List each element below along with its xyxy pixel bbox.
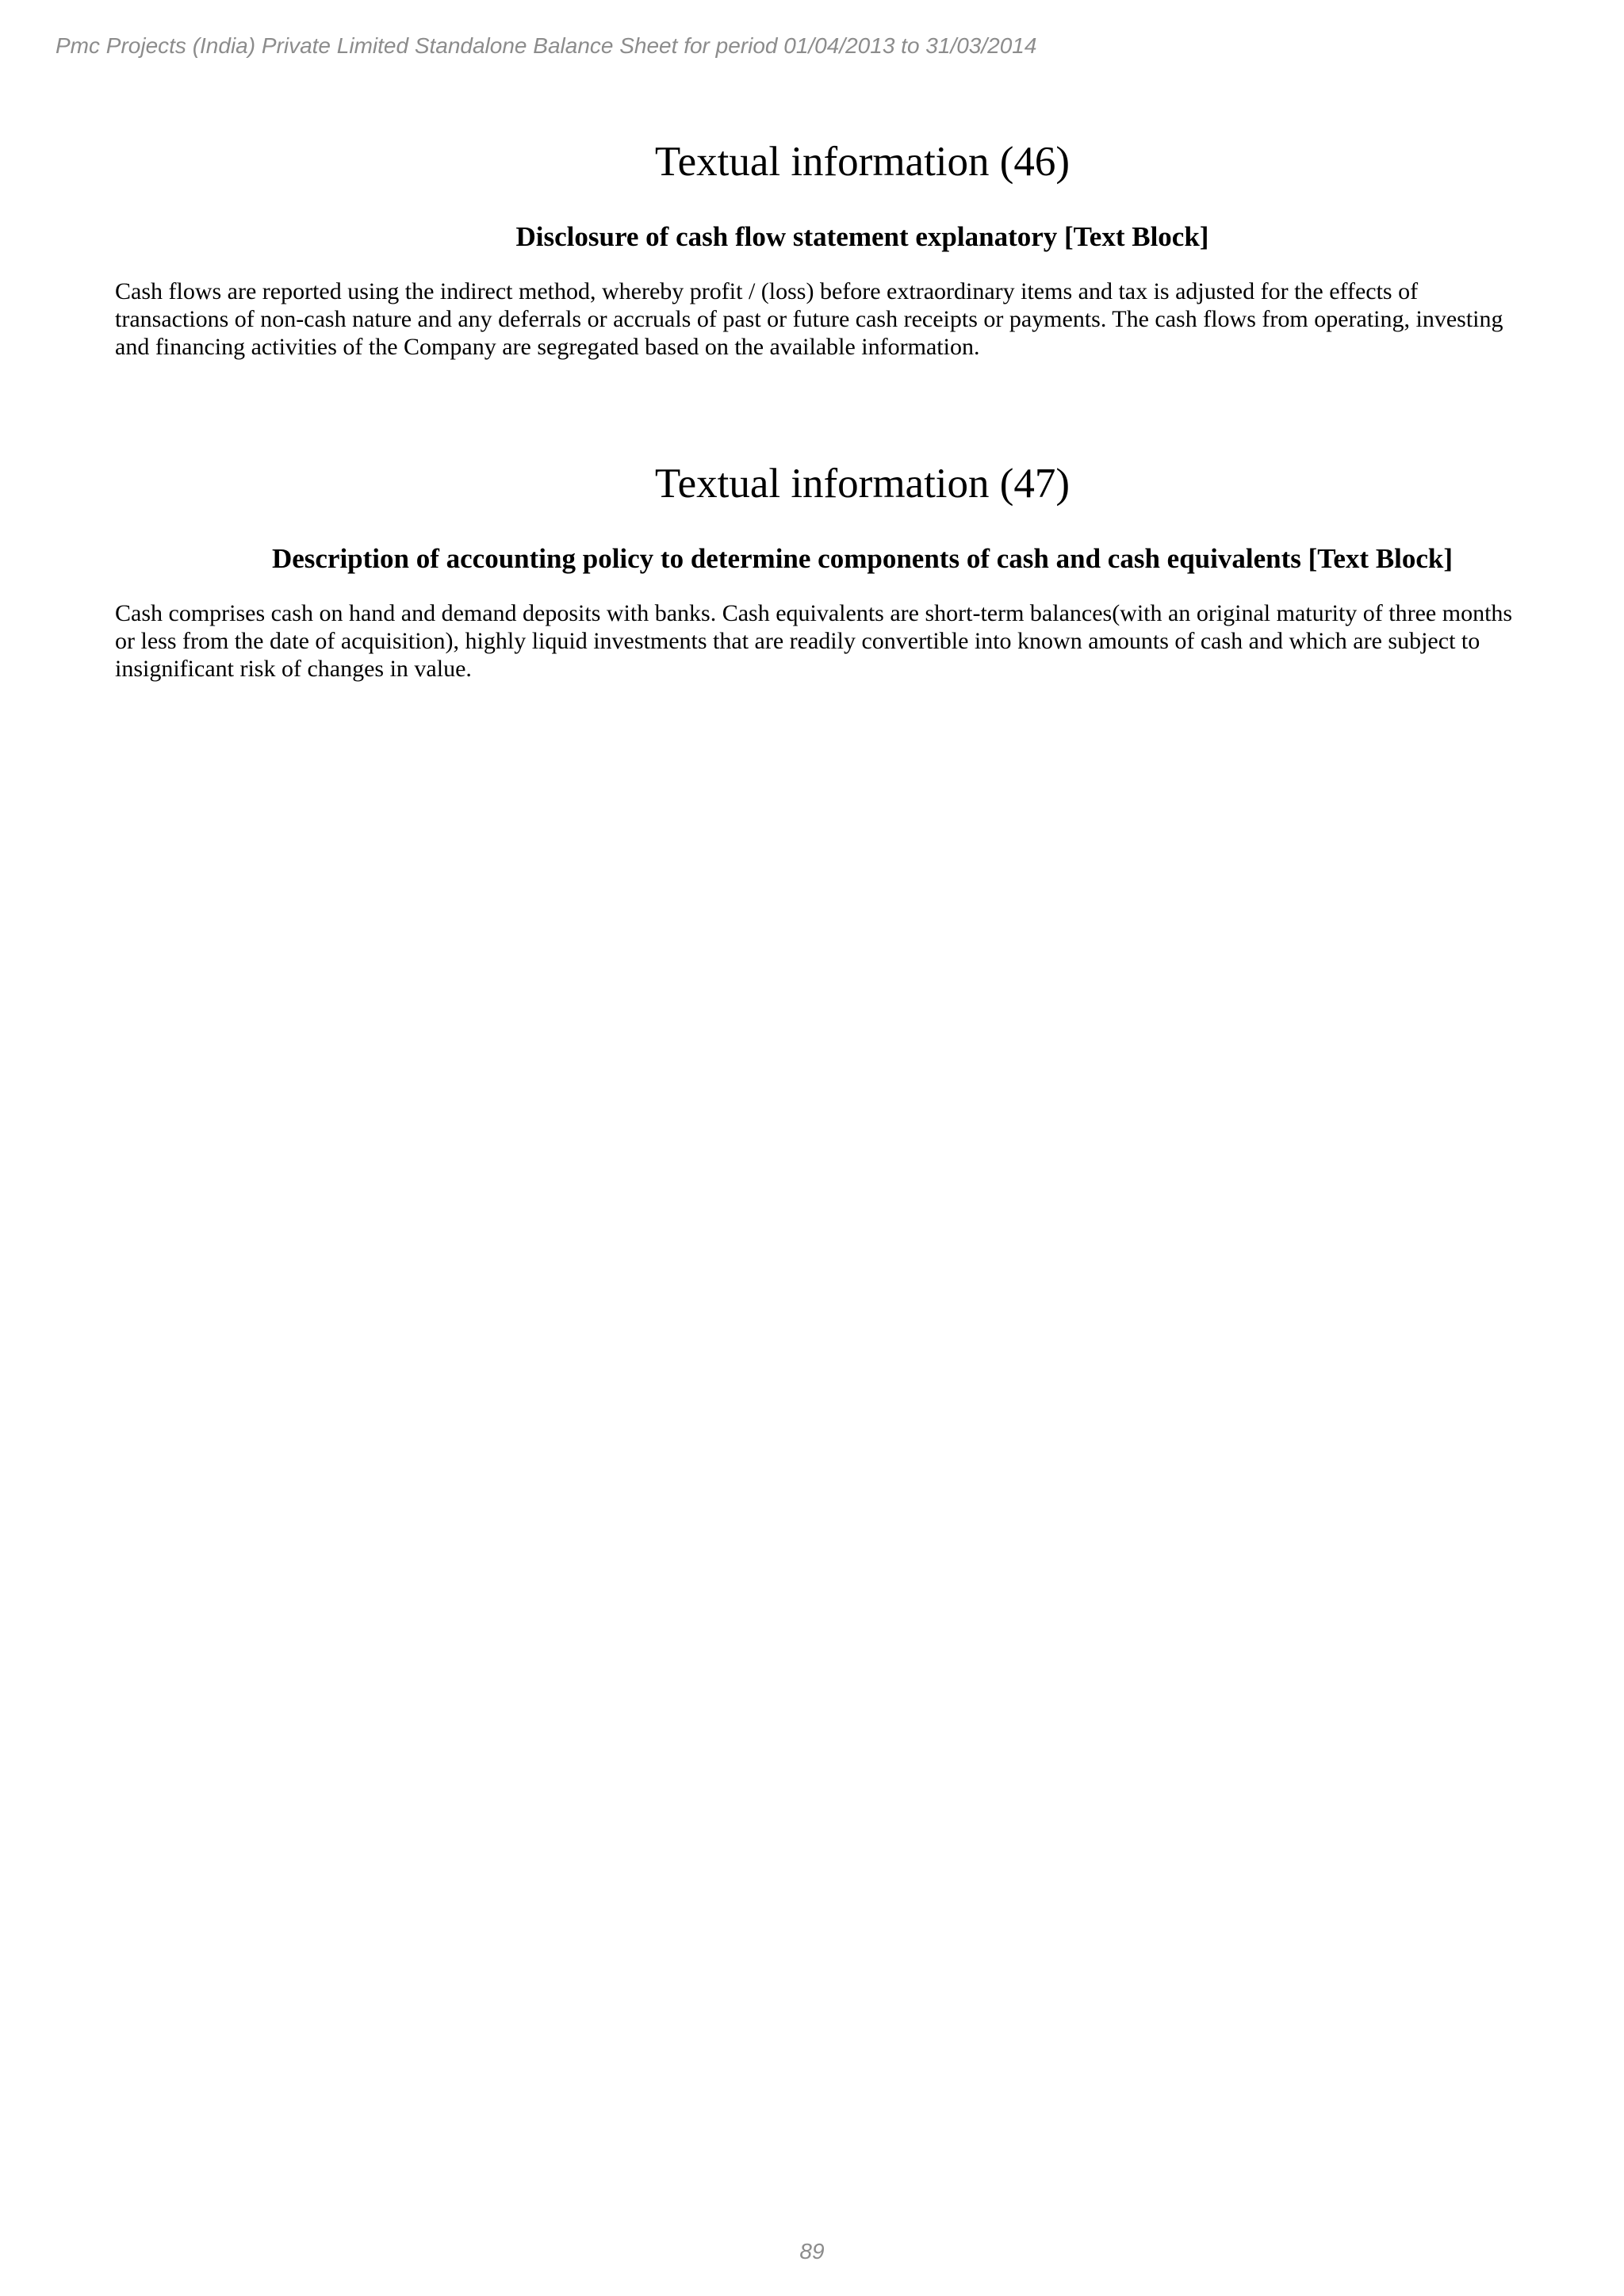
section-title: Textual information (46) <box>654 139 1071 185</box>
textual-information-46 <box>115 136 1522 361</box>
text-block-body: Cash comprises cash on hand and demand deposits with banks. Cash equivalents are short-term balances(with an original maturity of three months or less from the date of acquisition), highly liquid investments that are readily convertible into known amounts of cash and which are subject to insignificant risk of changes in value. <box>115 600 1513 682</box>
textual-information-47 <box>115 458 1522 683</box>
running-header: Pmc Projects (India) Private Limited Standalone Balance Sheet for period 01/04/2013 to 31/03/2014 <box>56 33 1037 58</box>
text-block-body: Cash flows are reported using the indirect method, whereby profit / (loss) before extraordinary items and tax is adjusted for the effects of transactions of non-cash nature and any deferrals or accruals of past or future cash receipts or payments. The cash flows from operating, investing and financing activities of the Company are segregated based on the available information. <box>115 278 1503 360</box>
page-number: 89 <box>799 2239 825 2263</box>
text-block-heading: Disclosure of cash flow statement explanatory [Text Block] <box>515 221 1209 252</box>
section-title: Textual information (47) <box>654 461 1071 507</box>
text-block-heading: Description of accounting policy to determine components of cash and cash equivalents [Text Block] <box>271 543 1454 574</box>
